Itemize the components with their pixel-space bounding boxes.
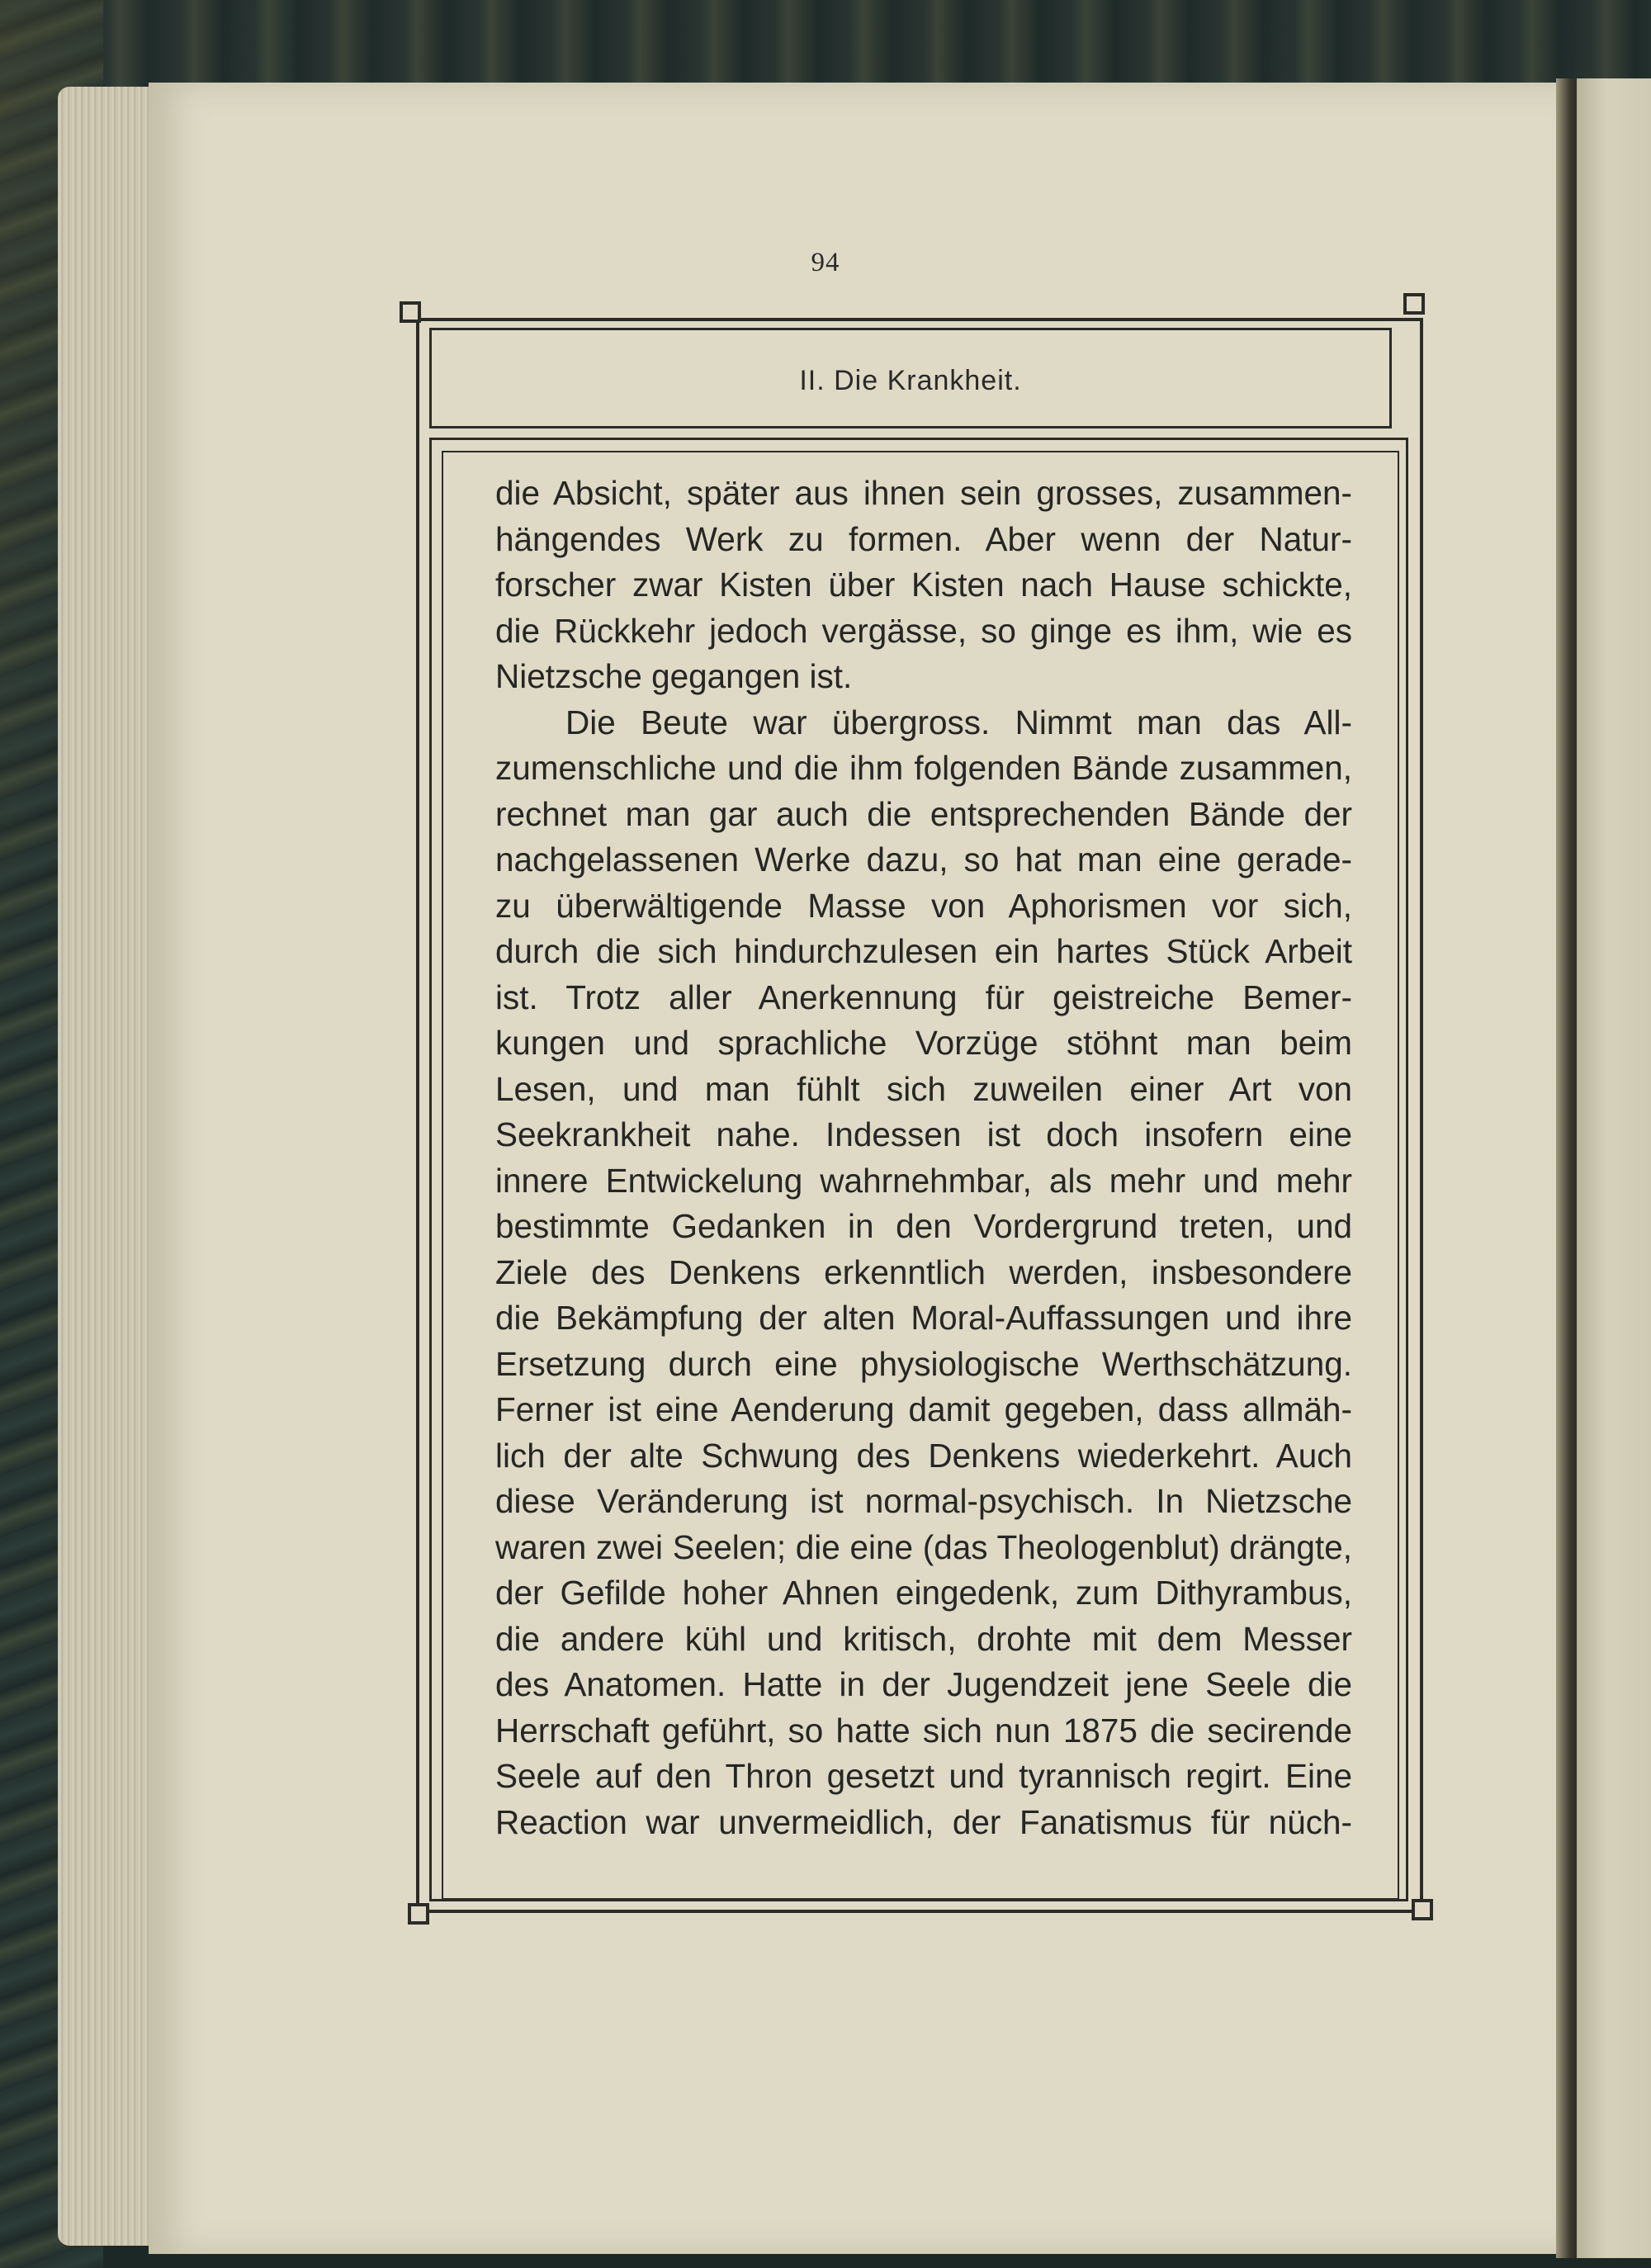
text-line: zu überwältigende Masse von Aphorismen vor sich, — [495, 886, 1352, 925]
chapter-header: II. Die Krankheit. — [799, 364, 1022, 396]
text-line: diese Veränderung ist normal-psychisch. In Nietzsche — [495, 1482, 1352, 1520]
text-line: des Anatomen. Hatte in der Jugendzeit jene Seele die — [495, 1665, 1352, 1703]
text-line: Ferner ist eine Aenderung damit gegeben, dass allmäh- — [495, 1390, 1352, 1428]
book-top-edge — [0, 0, 1651, 91]
text-line: hängendes Werk zu formen. Aber wenn der Natur- — [495, 519, 1352, 558]
frame-left-line — [416, 318, 419, 1913]
text-line: Ersetzung durch eine physiologische Werthschätzung. — [495, 1344, 1352, 1383]
text-line: die Bekämpfung der alten Moral-Auffassungen und ihre — [495, 1299, 1352, 1337]
text-line: kungen und sprachliche Vorzüge stöhnt man beim — [495, 1024, 1352, 1062]
text-line: zumenschliche und die ihm folgenden Bände zusammen, — [495, 749, 1352, 787]
text-line: durch die sich hindurchzulesen ein hartes Stück Arbeit — [495, 932, 1352, 970]
text-line: Reaction war unvermeidlich, der Fanatismus für nüch- — [495, 1802, 1352, 1841]
text-line: Seekrankheit nahe. Indessen ist doch insofern eine — [495, 1115, 1352, 1153]
body-text — [495, 471, 1352, 1845]
text-line: innere Entwickelung wahrnehmbar, als mehr und mehr — [495, 1161, 1352, 1200]
text-line: Nietzsche gegangen ist. — [495, 657, 853, 695]
book-gutter — [1556, 78, 1579, 2258]
text-line: Seele auf den Thron gesetzt und tyrannisch regirt. Eine — [495, 1757, 1352, 1795]
text-line: bestimmte Gedanken in den Vordergrund treten, und — [495, 1207, 1352, 1245]
frame-bottom-line — [416, 1910, 1423, 1913]
text-line: der Gefilde hoher Ahnen eingedenk, zum Dithyrambus, — [495, 1574, 1352, 1612]
text-line: forscher zwar Kisten über Kisten nach Hause schickte, — [495, 566, 1352, 604]
frame-corner-top-right — [1403, 293, 1425, 315]
text-line: die andere kühl und kritisch, drohte mit dem Messer — [495, 1619, 1352, 1658]
text-line: die Absicht, später aus ihnen sein grosses, zusammen- — [495, 474, 1352, 512]
chapter-header-box — [429, 328, 1392, 429]
text-line: ist. Trotz aller Anerkennung für geistreiche Bemer- — [495, 978, 1352, 1016]
text-line: Lesen, und man fühlt sich zuweilen einer Art von — [495, 1069, 1352, 1108]
text-line: die Rückkehr jedoch vergässe, so ginge es ihm, wie es — [495, 611, 1352, 650]
page-stack-edge — [58, 87, 157, 2246]
text-line: waren zwei Seelen; die eine (das Theologenblut) drängte, — [495, 1527, 1352, 1566]
page-number: 94 — [811, 248, 840, 277]
text-line: Herrschaft geführt, so hatte sich nun 1875 die secirende — [495, 1711, 1352, 1750]
text-line: Ziele des Denkens erkenntlich werden, insbesondere — [495, 1252, 1352, 1291]
text-line: rechnet man gar auch die entsprechenden Bände der — [495, 794, 1352, 833]
text-line: Die Beute war übergross. Nimmt man das All- — [565, 703, 1352, 741]
text-line: nachgelassenen Werke dazu, so hat man eine gerade- — [495, 840, 1352, 878]
facing-page-edge — [1577, 78, 1651, 2258]
frame-corner-top-left — [400, 301, 421, 323]
frame-top-line — [416, 318, 1423, 321]
frame-right-line — [1420, 318, 1423, 1913]
frame-corner-bottom-left — [408, 1903, 429, 1925]
frame-corner-bottom-right — [1412, 1899, 1433, 1920]
text-line: lich der alte Schwung des Denkens wiederkehrt. Auch — [495, 1436, 1352, 1475]
